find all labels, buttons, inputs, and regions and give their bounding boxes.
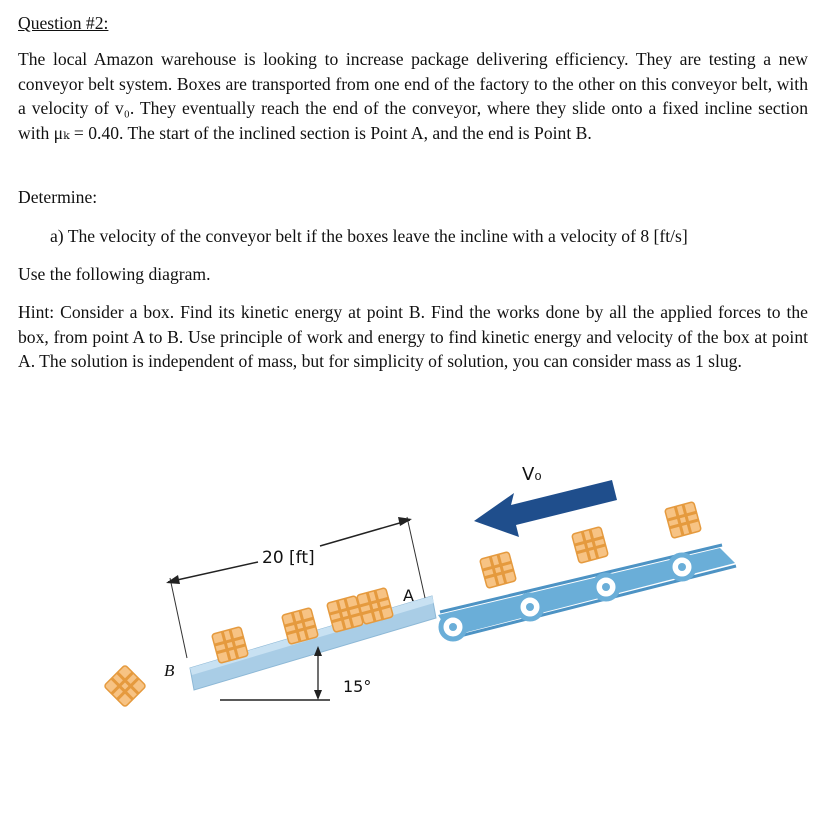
angle-label: 15° bbox=[343, 677, 372, 696]
box-icon bbox=[572, 527, 609, 564]
roller-icon bbox=[518, 595, 542, 619]
determine-heading: Determine: bbox=[18, 187, 98, 207]
box-icon bbox=[212, 627, 249, 664]
length-dimension-line bbox=[168, 562, 258, 582]
velocity-label: V₀ bbox=[522, 464, 542, 485]
problem-statement: The local Amazon warehouse is looking to increase package delivering efficiency. They are testing a new conveyor belt system. Boxes are transported from one end of the factory to the other on this conveyor belt, with a velocity of v₀. They eventually reach the end of the conveyor, where they slide onto a fixed incline section with μₖ = 0.40. The start of the inclined section is Point A, and the end is Point B. bbox=[18, 49, 808, 143]
roller-icon bbox=[594, 575, 618, 599]
box-icon bbox=[665, 502, 702, 539]
hint-paragraph: Hint: Consider a box. Find its kinetic energy at point B. Find the works done by all the applied forces to the box, from point A to B. Use principle of work and energy to find kinetic energy and velocity of the box at point A. The solution is independent of mass, but for simplicity of solution, you can consider mass as 1 slug. bbox=[18, 302, 808, 371]
roller-icon bbox=[441, 615, 465, 639]
point-b-label: B bbox=[164, 661, 175, 680]
length-label: 20 [ft] bbox=[262, 548, 315, 568]
box-icon bbox=[480, 552, 517, 589]
question-title: Question #2: bbox=[18, 13, 109, 33]
roller-icon bbox=[670, 555, 694, 579]
diagram-instruction: Use the following diagram. bbox=[18, 264, 211, 284]
part-a-question: a) The velocity of the conveyor belt if the boxes leave the incline with a velocity of 8 [ft/s] bbox=[50, 226, 688, 246]
point-a-label: A bbox=[403, 586, 414, 605]
box-icon bbox=[104, 665, 146, 707]
